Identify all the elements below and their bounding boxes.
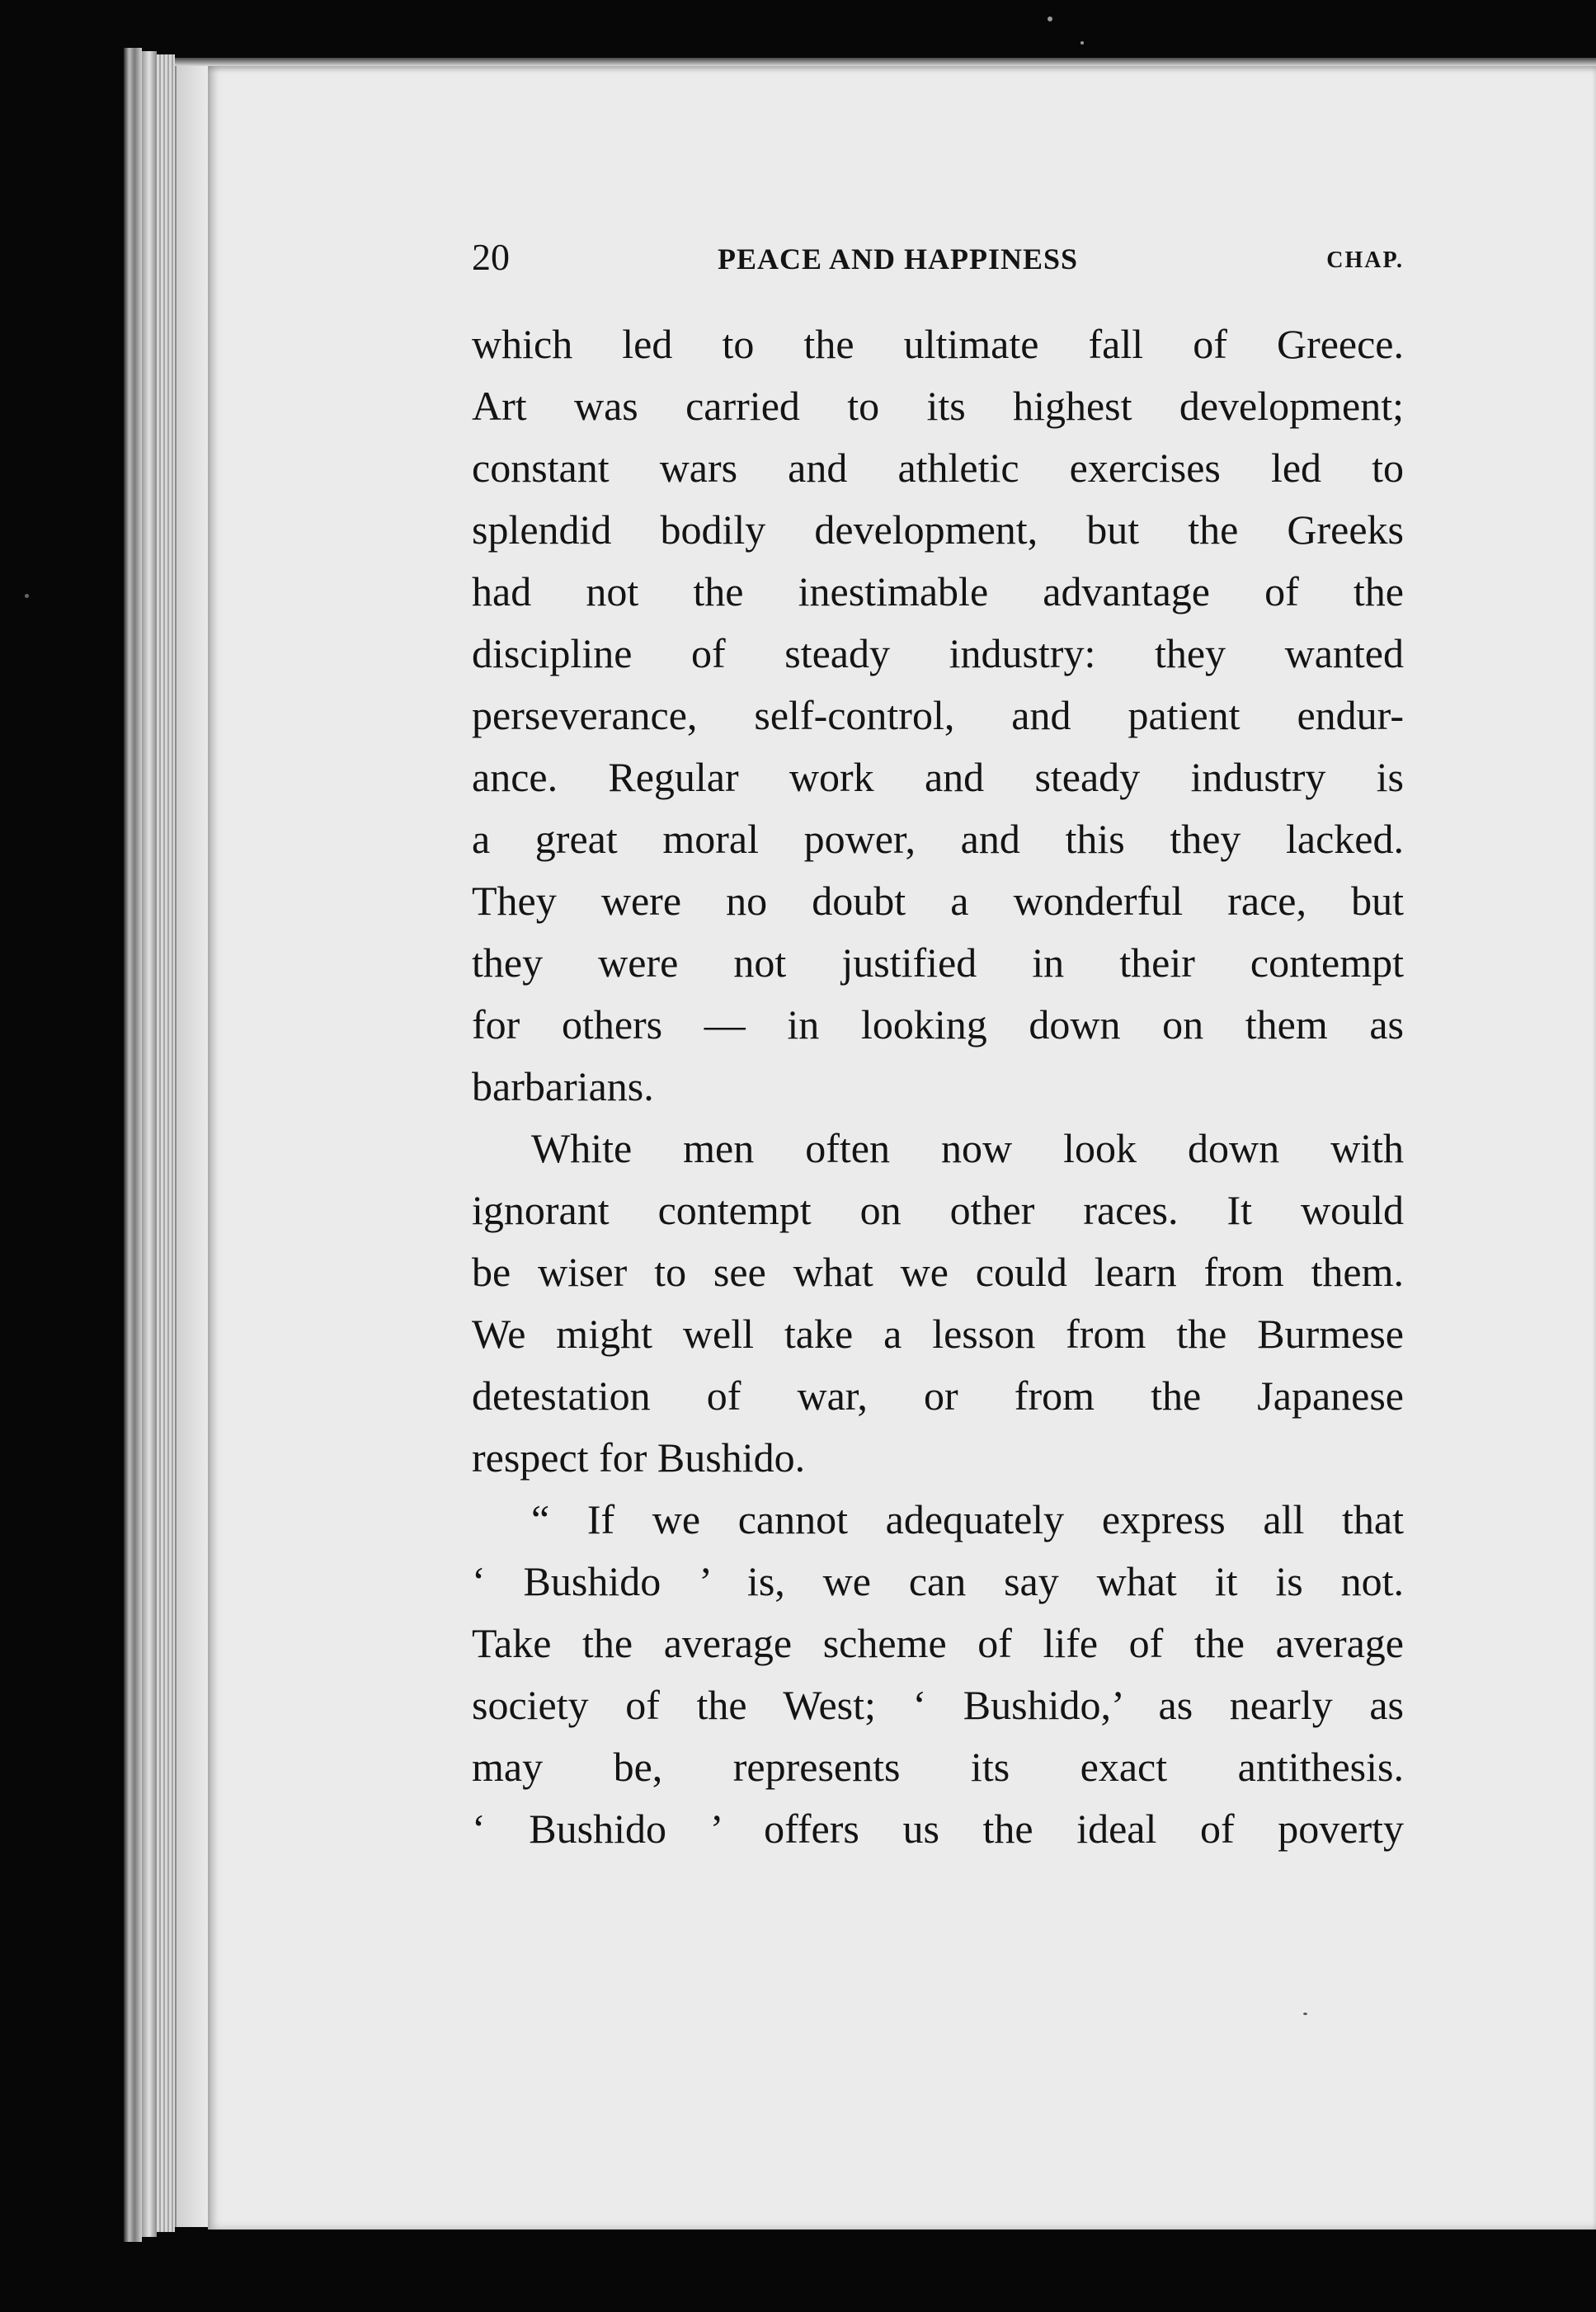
text-block (472, 231, 1596, 1860)
page-top-edge (175, 58, 1596, 66)
chapter-marker: CHAP. (1326, 247, 1404, 273)
text-line: Art was carried to its highest development; (472, 383, 1404, 429)
text-line: ance. Regular work and steady industry is (472, 754, 1404, 800)
book-edge (124, 48, 142, 2242)
text-line: They were no doubt a wonderful race, but (472, 878, 1404, 924)
text-line: a great moral power, and this they lacked. (472, 816, 1404, 862)
text-line: detestation of war, or from the Japanese (472, 1373, 1404, 1419)
text-line: We might well take a lesson from the Burmese (472, 1311, 1404, 1357)
text-line: for others — in looking down on them as (472, 1001, 1404, 1048)
text-line: splendid bodily development, but the Greeks (472, 506, 1404, 553)
text-line: Take the average scheme of life of the average (472, 1620, 1404, 1666)
page-number: 20 (472, 236, 510, 278)
text-line: ‘ Bushido ’ is, we can say what it is not. (472, 1558, 1404, 1604)
paragraph (472, 1118, 1404, 1489)
text-line: constant wars and athletic exercises led to (472, 445, 1404, 491)
body-text (472, 313, 1404, 1860)
paragraph (472, 313, 1404, 1118)
book-edge (142, 51, 157, 2237)
scan-speck (1080, 41, 1084, 45)
text-line: society of the West; ‘ Bushido,’ as nearly as (472, 1682, 1404, 1728)
running-title: PEACE AND HAPPINESS (718, 243, 1079, 275)
text-line: discipline of steady industry: they wanted (472, 630, 1404, 676)
scan-speck (25, 594, 29, 598)
scan-speck (1048, 16, 1052, 21)
text-line: which led to the ultimate fall of Greece. (472, 321, 1404, 367)
text-line: barbarians. (472, 1063, 654, 1109)
text-line: had not the inestimable advantage of the (472, 568, 1404, 614)
text-line: may be, represents its exact antithesis. (472, 1744, 1404, 1790)
text-line: White men often now look down with (531, 1125, 1404, 1171)
text-line: they were not justified in their contempt (472, 939, 1404, 986)
book-page (208, 66, 1596, 2230)
scan-speck (1303, 2013, 1307, 2015)
text-line: ignorant contempt on other races. It would (472, 1187, 1404, 1233)
paragraph (472, 1489, 1404, 1860)
running-header (472, 231, 1404, 284)
book-edge (175, 58, 210, 2227)
book-edge (157, 54, 175, 2232)
text-line: perseverance, self-control, and patient endur- (472, 692, 1404, 738)
text-line: be wiser to see what we could learn from them. (472, 1249, 1404, 1295)
text-line: ‘ Bushido ’ offers us the ideal of poverty (472, 1806, 1404, 1852)
text-line: respect for Bushido. (472, 1434, 806, 1481)
text-line: “ If we cannot adequately express all that (531, 1496, 1404, 1542)
